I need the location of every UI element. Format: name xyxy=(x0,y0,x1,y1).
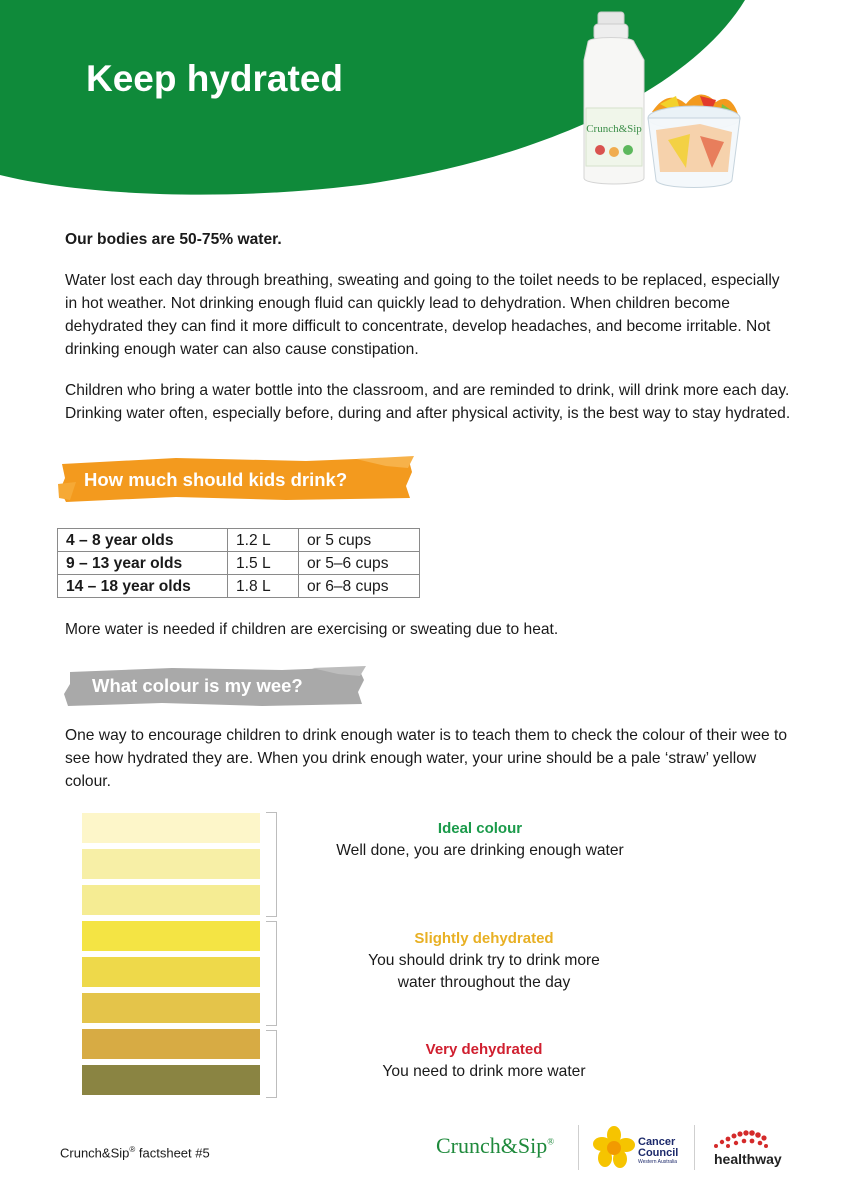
table-row xyxy=(58,552,420,575)
footer-factsheet-label xyxy=(60,1145,210,1160)
intro-paragraph-1: Water lost each day through breathing, sweating and going to the toilet needs to be replaced, especially in hot weather. Not drinking enough fluid can quickly lead to dehydration. When children become dehydrated they can find it more difficult to concentrate, develop headaches, and become irritable. Not drinking enough water can also cause constipation. xyxy=(65,272,780,358)
bracket-slightly xyxy=(266,921,277,1026)
footer-suffix: factsheet #5 xyxy=(135,1145,210,1161)
footer-divider xyxy=(578,1125,579,1170)
colour-swatch xyxy=(82,1029,260,1059)
snack-bowl-image xyxy=(648,94,740,187)
cancer-council-line2: Council xyxy=(638,1147,679,1159)
section-heading-drink: How much should kids drink? xyxy=(84,469,348,490)
exercise-note: More water is needed if children are exercising or sweating due to heat. xyxy=(65,621,559,638)
level-very-dehydrated xyxy=(314,1039,654,1083)
healthway-dots-icon xyxy=(712,1126,772,1152)
intro-lead: Our bodies are 50-75% water. xyxy=(65,231,282,248)
colour-swatch xyxy=(82,813,260,843)
svg-text:Crunch&Sip: Crunch&Sip xyxy=(586,123,642,135)
age-cell: 4 – 8 year olds xyxy=(58,529,228,552)
age-cell: 14 – 18 year olds xyxy=(58,575,228,598)
bracket-ideal xyxy=(266,812,277,917)
bracket-very xyxy=(266,1030,277,1098)
level-title: Very dehydrated xyxy=(425,1041,543,1058)
colour-swatch xyxy=(82,849,260,879)
healthway-wordmark: healthway xyxy=(714,1151,782,1167)
footer-reg: ® xyxy=(129,1145,136,1154)
colour-swatch xyxy=(82,993,260,1023)
footer-brand: Crunch&Sip xyxy=(60,1145,130,1161)
litres-cell: 1.5 L xyxy=(228,552,299,575)
intro-paragraph-2: Children who bring a water bottle into the classroom, and are reminded to drink, will drink more each day. Drinking water often, especially before, during and after physical activity, is the best way to stay hydrated. xyxy=(65,382,791,422)
cups-cell: or 5 cups xyxy=(299,529,420,552)
colour-swatch xyxy=(82,921,260,951)
colour-swatch xyxy=(82,957,260,987)
cancer-council-line1: Cancer xyxy=(638,1136,676,1148)
cancer-council-line3: Western Australia xyxy=(638,1159,678,1165)
level-title: Ideal colour xyxy=(437,820,523,837)
colour-swatch xyxy=(82,1065,260,1095)
water-intake-table xyxy=(57,528,420,598)
colour-swatch xyxy=(82,885,260,915)
level-ideal xyxy=(310,818,650,862)
level-text: Well done, you are drinking enough water xyxy=(336,842,624,859)
section-heading-wee: What colour is my wee? xyxy=(92,675,303,696)
daffodil-icon xyxy=(592,1125,636,1169)
age-cell: 9 – 13 year olds xyxy=(58,552,228,575)
cups-cell: or 6–8 cups xyxy=(299,575,420,598)
level-title: Slightly dehydrated xyxy=(414,930,554,947)
level-text: You need to drink more water xyxy=(382,1063,586,1080)
table-row xyxy=(58,529,420,552)
wee-intro-paragraph: One way to encourage children to drink enough water is to teach them to check the colour of their wee to see how hydrated they are. When you drink enough water, your urine should be a pale ‘straw’ yellow colour. xyxy=(65,727,788,790)
header-banner xyxy=(0,0,849,200)
litres-cell: 1.8 L xyxy=(228,575,299,598)
footer-divider xyxy=(694,1125,695,1170)
table-row xyxy=(58,575,420,598)
cups-cell: or 5–6 cups xyxy=(299,552,420,575)
litres-cell: 1.2 L xyxy=(228,529,299,552)
crunch-sip-logo: Crunch&Sip® xyxy=(436,1133,555,1158)
page-title: Keep hydrated xyxy=(86,58,344,99)
level-text: You should drink try to drink more xyxy=(368,952,600,969)
level-text: water throughout the day xyxy=(397,974,571,991)
level-slightly-dehydrated xyxy=(314,928,654,994)
